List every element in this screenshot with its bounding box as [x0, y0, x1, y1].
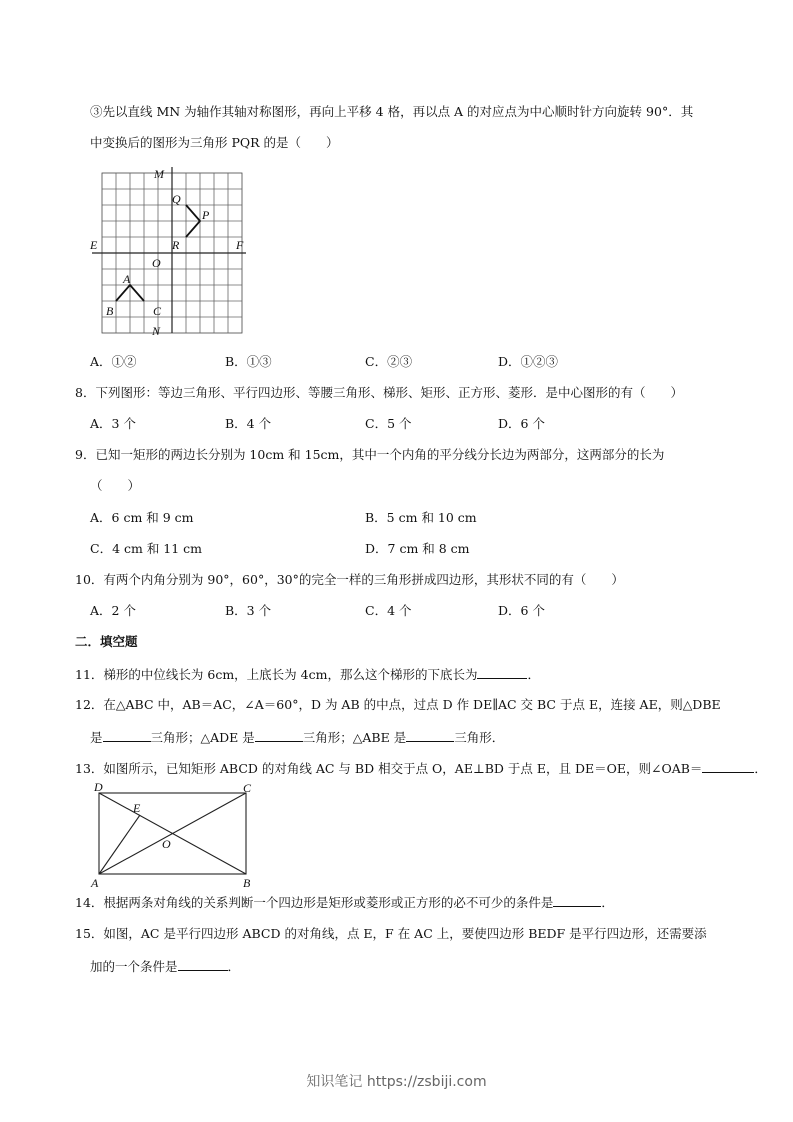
q11-text: 11．梯形的中位线长为 6cm，上底长为 4cm，那么这个梯形的下底长为 [75, 667, 478, 682]
q11-end: ． [527, 667, 540, 682]
label-n: N [152, 324, 161, 338]
q15-text: 加的一个条件是 [90, 959, 178, 974]
grid-svg [86, 163, 248, 338]
label-c2: C [243, 781, 252, 795]
q14-text: 14．根据两条对角线的关系判断一个四边形是矩形或菱形或正方形的必不可少的条件是 [75, 895, 554, 910]
q12-blank1[interactable] [103, 729, 151, 742]
q13-text: 13．如图所示，已知矩形 ABCD 的对角线 AC 与 BD 相交于点 O，AE⊥BD 于点 E，且 DE＝OE，则∠OAB＝ [75, 761, 703, 776]
q15-end: ． [227, 959, 241, 974]
q12-part3: 三角形；△ABE 是 [302, 730, 407, 745]
q8-option-b[interactable]: B．4 个 [225, 416, 272, 431]
footer-watermark: 知识笔记 https://zsbiji.com [306, 1074, 487, 1090]
q12-part2: 三角形；△ADE 是 [150, 730, 255, 745]
q14-blank[interactable] [553, 894, 601, 907]
q10-option-c[interactable]: C．4 个 [365, 603, 412, 618]
q7-line2: 中变换后的图形为三角形 PQR 的是（ ） [90, 135, 339, 150]
q7-option-d[interactable]: D．①②③ [498, 354, 559, 369]
label-m: M [154, 167, 164, 181]
q8-stem: 8．下列图形：等边三角形、平行四边形、等腰三角形、梯形、矩形、正方形、菱形．是中心图形的有（ ） [75, 385, 683, 400]
q12-line2 [90, 729, 504, 746]
label-r: R [172, 238, 180, 252]
label-e2: E [133, 801, 141, 815]
label-b2: B [243, 876, 251, 890]
q10-stem: 10．有两个内角分别为 90°，60°，30°的完全一样的三角形拼成四边形，其形状不同的有（ ） [75, 572, 624, 587]
label-o: O [152, 256, 161, 270]
q12-blank2[interactable] [255, 729, 303, 742]
q12-part4: 三角形． [454, 730, 505, 745]
q7-option-a[interactable]: A．①② [90, 354, 137, 369]
q13 [75, 760, 767, 777]
q9-line1: 9．已知一矩形的两边长分别为 10cm 和 15cm，其中一个内角的平分线分长边为两部分，这两部分的长为 [75, 447, 665, 462]
segment-ae [99, 815, 140, 874]
q7-option-b[interactable]: B．①③ [225, 354, 272, 369]
axes [92, 167, 246, 333]
q9-option-c[interactable]: C．4 cm 和 11 cm [90, 541, 203, 556]
label-q: Q [172, 192, 181, 206]
q13-end: ． [754, 761, 767, 776]
q13-blank[interactable] [702, 760, 754, 773]
q13-rectangle-figure [86, 778, 261, 890]
q9-option-a[interactable]: A．6 cm 和 9 cm [90, 510, 194, 525]
section-heading-fill-in: 二．填空题 [75, 634, 138, 649]
label-e: E [90, 238, 98, 252]
q7-line1: ③先以直线 MN 为轴作其轴对称图形，再向上平移 4 格，再以点 A 的对应点为中心顺时针方向旋转 90°．其 [90, 104, 694, 119]
q11 [75, 666, 540, 683]
q9-option-b[interactable]: B．5 cm 和 10 cm [365, 510, 477, 525]
label-d: D [94, 780, 103, 794]
label-b: B [106, 304, 114, 318]
q8-option-d[interactable]: D．6 个 [498, 416, 545, 431]
q14 [75, 894, 614, 911]
q10-option-b[interactable]: B．3 个 [225, 603, 272, 618]
label-a2: A [91, 876, 99, 890]
label-p: P [202, 208, 210, 222]
q11-blank[interactable] [477, 666, 527, 679]
rectangle-svg [86, 778, 261, 890]
q12-blank3[interactable] [406, 729, 454, 742]
q7-grid-figure [86, 163, 248, 338]
q7-option-c[interactable]: C．②③ [365, 354, 413, 369]
q9-line2: （ ） [90, 478, 141, 493]
q8-option-c[interactable]: C．5 个 [365, 416, 412, 431]
q15-line1: 15．如图，AC 是平行四边形 ABCD 的对角线，点 E，F 在 AC 上，要使四边形 BEDF 是平行四边形，还需要添 [75, 926, 707, 941]
q8-option-a[interactable]: A．3 个 [90, 416, 136, 431]
q10-option-d[interactable]: D．6 个 [498, 603, 545, 618]
q14-end: ． [601, 895, 614, 910]
label-c: C [153, 304, 162, 318]
label-o2: O [162, 837, 171, 851]
q12-line1: 12．在△ABC 中，AB＝AC，∠A＝60°，D 为 AB 的中点，过点 D 作 DE∥AC 交 BC 于点 E，连接 AE，则△DBE [75, 697, 721, 712]
label-f: F [236, 238, 244, 252]
q15-line2 [90, 958, 240, 975]
q15-blank[interactable] [178, 958, 228, 971]
q10-option-a[interactable]: A．2 个 [90, 603, 136, 618]
q12-part1: 是 [90, 730, 103, 745]
label-a: A [123, 272, 131, 286]
q9-option-d[interactable]: D．7 cm 和 8 cm [365, 541, 470, 556]
